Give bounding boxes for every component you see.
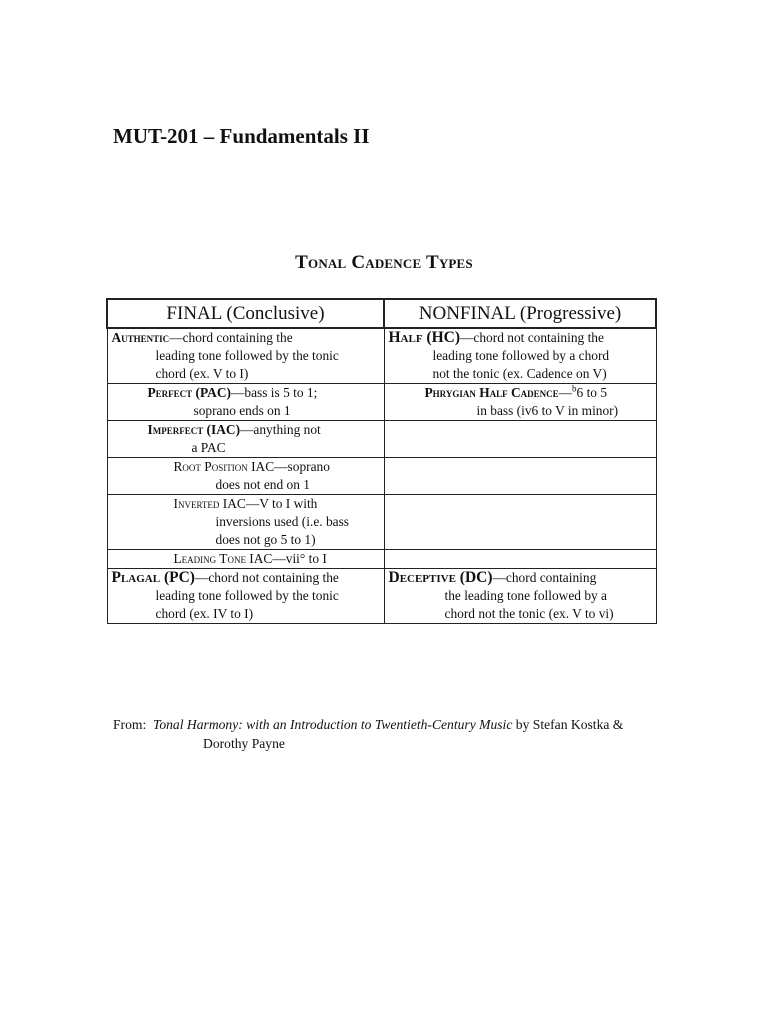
cell-pac: [107, 384, 384, 421]
flat-sign: b: [572, 383, 577, 394]
author-continuation: Dorothy Payne: [203, 736, 285, 751]
pac-desc-2: soprano ends on 1: [193, 403, 291, 418]
phrygian-desc-2: in bass (iv6 to V in minor): [476, 403, 619, 418]
cell-leading-tone: [107, 550, 384, 569]
course-title: MUT-201 – Fundamentals II: [113, 124, 370, 148]
cadence-table: [106, 298, 657, 624]
empty-cell: [384, 495, 656, 550]
empty-cell: [384, 458, 656, 495]
term-leading-tone: Leading Tone IAC: [173, 551, 273, 566]
cell-deceptive: [384, 569, 656, 624]
deceptive-desc-3: chord not the tonic (ex. V to vi): [444, 606, 614, 621]
deceptive-desc-2: the leading tone followed by a: [444, 588, 607, 603]
book-title: Tonal Harmony: with an Introduction to Twentieth-Century Music: [153, 717, 513, 732]
phrygian-dash: —: [558, 385, 573, 400]
term-iac: Imperfect (IAC): [147, 422, 241, 437]
term-inverted: Inverted IAC: [173, 496, 246, 511]
table-row: [107, 328, 656, 384]
half-desc-3: not the tonic (ex. Cadence on V): [432, 366, 607, 381]
term-half: Half (HC): [388, 329, 461, 346]
term-phrygian: Phrygian Half Cadence: [424, 385, 559, 400]
empty-cell: [384, 550, 656, 569]
half-desc-2: leading tone followed by a chord: [432, 348, 610, 363]
cell-authentic: [107, 328, 384, 384]
source-citation: [113, 715, 713, 753]
half-desc-1: —chord not containing the: [460, 330, 604, 345]
table-row: [107, 569, 656, 624]
book-authors: by Stefan Kostka &: [512, 717, 624, 732]
term-plagal: Plagal (PC): [111, 569, 195, 586]
term-pac: Perfect (PAC): [147, 385, 231, 400]
header-final: FINAL (Conclusive): [107, 299, 384, 328]
cell-half: [384, 328, 656, 384]
table-row: [107, 384, 656, 421]
pac-desc-1: —bass is 5 to 1;: [230, 385, 318, 400]
root-desc-1: —soprano: [274, 459, 330, 474]
iac-desc-1: —anything not: [240, 422, 321, 437]
cell-inverted: [107, 495, 384, 550]
cell-root-position: [107, 458, 384, 495]
table-row: [107, 421, 656, 458]
deceptive-desc-1: —chord containing: [492, 570, 597, 585]
plagal-desc-1: —chord not containing the: [194, 570, 339, 585]
term-deceptive: Deceptive (DC): [388, 569, 493, 586]
header-nonfinal: NONFINAL (Progressive): [384, 299, 656, 328]
cell-phrygian: [384, 384, 656, 421]
empty-cell: [384, 421, 656, 458]
iac-desc-2: a PAC: [191, 440, 226, 455]
cell-plagal: [107, 569, 384, 624]
inverted-desc-3: does not go 5 to 1): [215, 532, 316, 547]
plagal-desc-3: chord (ex. IV to I): [155, 606, 254, 621]
lt-desc: —vii° to I: [272, 551, 327, 566]
table-header-row: [107, 299, 656, 328]
inverted-desc-2: inversions used (i.e. bass: [215, 514, 350, 529]
root-desc-2: does not end on 1: [215, 477, 310, 492]
source-prefix: From:: [113, 717, 154, 732]
authentic-desc-2: leading tone followed by the tonic: [155, 348, 339, 363]
table-row: [107, 458, 656, 495]
phrygian-desc-1: 6 to 5: [576, 385, 608, 400]
cell-iac: [107, 421, 384, 458]
authentic-desc-1: —chord containing the: [169, 330, 293, 345]
term-root-position: Root Position IAC: [173, 459, 275, 474]
term-authentic: Authentic: [111, 330, 170, 345]
table-row: [107, 495, 656, 550]
table-row: [107, 550, 656, 569]
page-title: Tonal Cadence Types: [295, 252, 473, 273]
authentic-desc-3: chord (ex. V to I): [155, 366, 249, 381]
plagal-desc-2: leading tone followed by the tonic: [155, 588, 339, 603]
inverted-desc-1: —V to I with: [245, 496, 318, 511]
